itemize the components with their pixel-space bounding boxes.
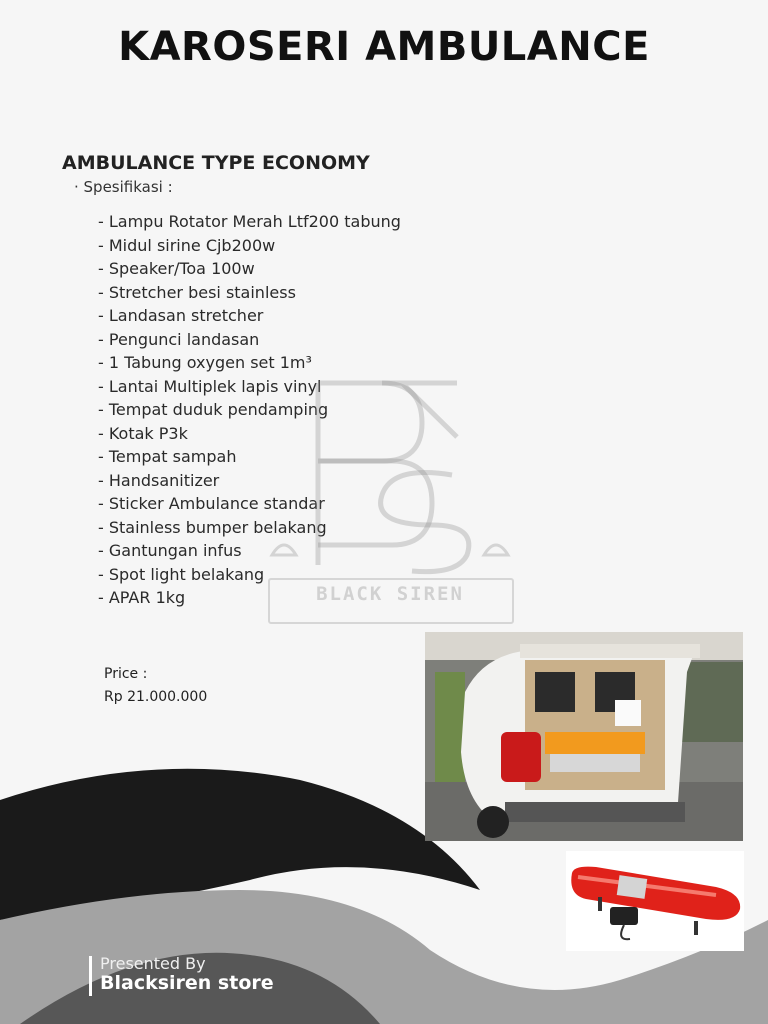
watermark-text: BLACK SIREN [316, 583, 464, 605]
ambulance-image [425, 632, 743, 841]
spec-label: · Spesifikasi : [74, 178, 173, 196]
spec-item: - Stretcher besi stainless [98, 282, 296, 302]
lightbar-image [566, 851, 744, 951]
spec-item: - APAR 1kg [98, 588, 186, 607]
spec-item: - Kotak P3k [98, 423, 188, 443]
spec-item: - Handsanitizer [98, 470, 220, 490]
spec-item: - Speaker/Toa 100w [98, 259, 255, 278]
spec-item: - Spot light belakang [98, 564, 265, 584]
spec-item: - Pengunci landasan [98, 329, 260, 349]
spec-item: - Stainless bumper belakang [98, 517, 327, 537]
price-label: Price : [104, 666, 148, 682]
spec-item: - Midul sirine Cjb200w [98, 235, 276, 255]
price-value: Rp 21.000.000 [104, 689, 208, 705]
page-title: KAROSERI AMBULANCE [118, 24, 650, 70]
ambulance-type-heading: AMBULANCE TYPE ECONOMY [62, 152, 370, 174]
spec-item: - Lampu Rotator Merah Ltf200 tabung [98, 212, 401, 231]
spec-item: - Sticker Ambulance standar [98, 494, 325, 513]
spec-item: - Lantai Multiplek lapis vinyl [98, 376, 322, 396]
spec-item: - Landasan stretcher [98, 306, 264, 325]
spec-item: - Gantungan infus [98, 541, 242, 560]
ambulance-photo [425, 632, 743, 841]
spec-item: - Tempat duduk pendamping [98, 400, 329, 419]
presented-by-label: Presented By [100, 954, 206, 973]
spec-list [98, 210, 401, 610]
store-name: Blacksiren store [100, 972, 274, 994]
spec-item: - 1 Tabung oxygen set 1m³ [98, 353, 312, 372]
footer-divider [89, 956, 92, 996]
lightbar-photo [566, 851, 744, 951]
spec-item: - Tempat sampah [98, 447, 237, 466]
